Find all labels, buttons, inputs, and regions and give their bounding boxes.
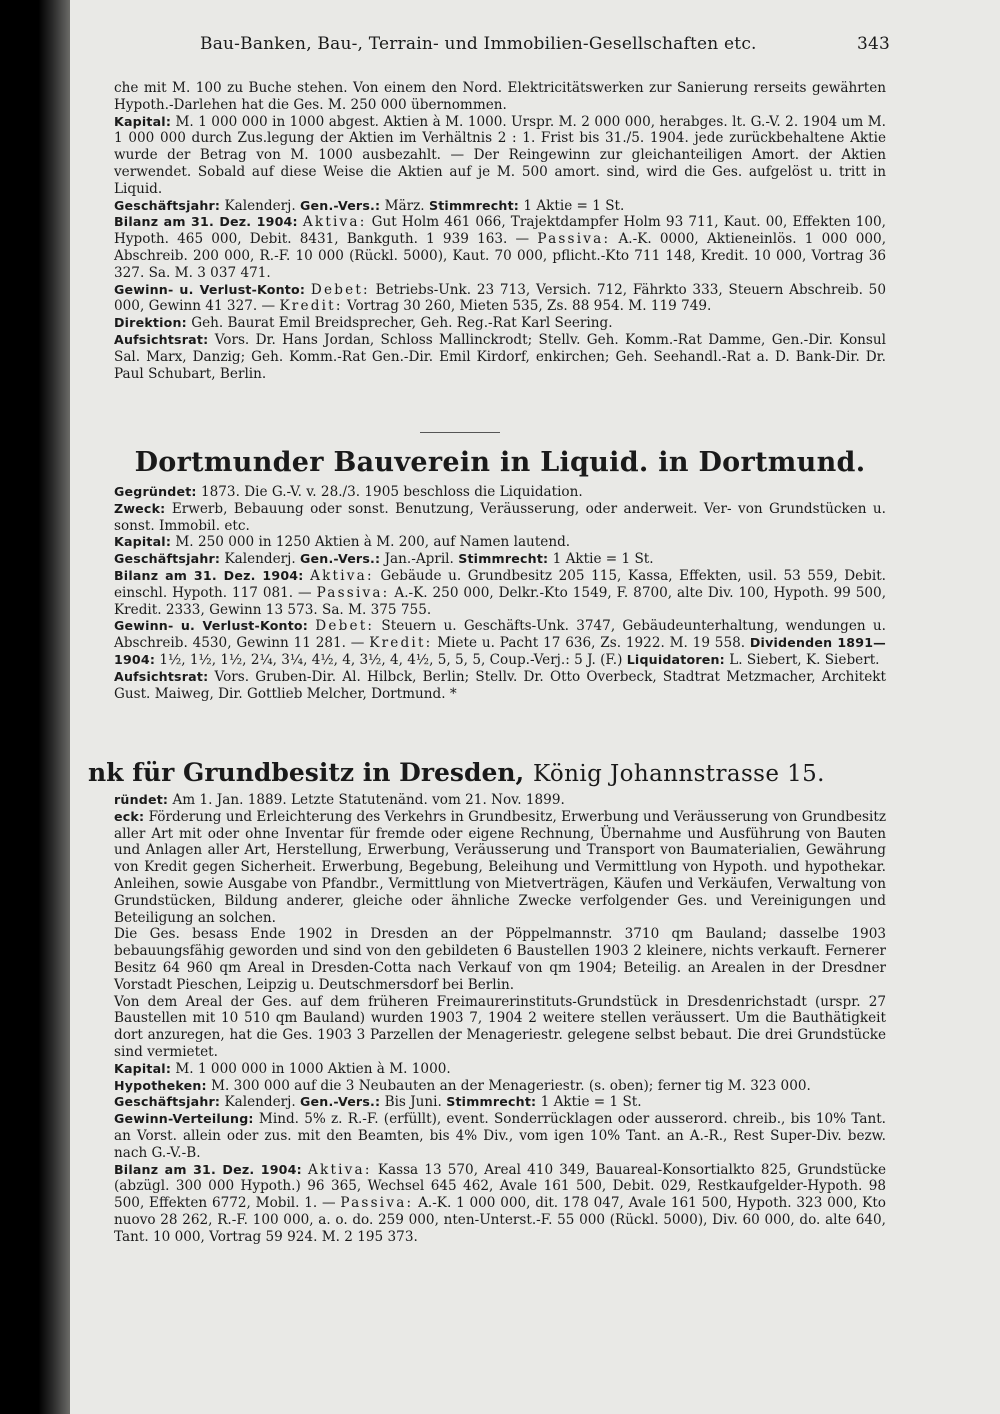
besitz-paragraph: Die Ges. besass Ende 1902 in Dresden an der Pöppelmannstr. 3710 qm Bauland; dasselbe 1903 bebauungsfähig geworden und sind von den gebildeten 6 Baustellen 1903 2 kleinere, nichts verkauft. Fernerer Besitz 64 960 qm Areal in Dresden-Cotta nach Verkauf von qm 1904; Beteilig. an Arealen in der Dresdner Vorstadt Pieschen, Leipzig u. Deutschmersdorf bei Berlin. <box>114 926 886 993</box>
bilanz-passiva-text: A.-K. 0000, Aktieneinlös. 1 000 000, Abschreib. 200 000, R.-F. 10 000 (Rückl. 5000), Kaut. 70 000, pflicht.-Kto 711 148, Kredit. 10 000, Vortrag 36 327. Sa. M. 3 037 471. <box>114 231 887 281</box>
meeting-line <box>114 1094 886 1111</box>
bilanz-label: Bilanz am 31. Dez. 1904: <box>114 567 304 583</box>
footnote-star: * <box>449 685 457 702</box>
gegruendet-label: Gegründet: <box>114 484 197 499</box>
gegruendet-paragraph <box>114 484 886 501</box>
guv-paragraph <box>114 282 886 316</box>
guv-kredit-text: Vortrag 30 260, Mieten 535, Zs. 88 954. M. 119 749. <box>346 298 712 315</box>
gewinn-verteilung-text: Mind. 5% z. R.-F. (erfüllt), event. Sonderrücklagen oder ausserord. chreib., bis 10% Tant. an Vorst. allein oder zus. mit den Beamten, bis 4% Div., vom igen 10% Tant. an A.-R., Rest Super-Div. bezw. nach G.-V.-B. <box>114 1111 886 1161</box>
guv-debet-text: Betriebs-Unk. 23 713, Versich. 712, Fährkto 333, Steuern Abschreib. 50 000, Gewinn 41 327. — <box>114 281 886 315</box>
direktion-paragraph <box>114 315 886 332</box>
aufsichtsrat-text: Vors. Dr. Hans Jordan, Schloss Mallinckrodt; Stellv. Geh. Komm.-Rat Damme, Gen.-Dir. Konsul Sal. Marx, Danzig; Geh. Komm.-Rat Gen.-Dir. Emil Kirdorf, enkirchen; Geh. Seehandl.-Rat a. D. Bank-Dir. Dr. Paul Schubart, Berlin. <box>114 331 886 382</box>
bilanz-label: Bilanz am 31. Dez. 1904: <box>114 1161 302 1177</box>
geschaeftsjahr-text: Kalenderj. <box>224 551 296 568</box>
gen-vers-label: Gen.-Vers.: <box>300 1094 381 1110</box>
guv-kredit-text: Miete u. Pacht 17 636, Zs. 1922. M. 19 558. <box>437 635 746 652</box>
separator-rule <box>420 432 500 433</box>
liquidatoren-text: L. Siebert, K. Siebert. <box>729 651 880 668</box>
zweck-label: eck: <box>114 808 145 824</box>
kapital-text: M. 1 000 000 in 1000 abgest. Aktien à M. 1000. Urspr. M. 2 000 000, herabges. lt. G.-V. 2. 1904 um M. 1 000 000 durch Zus.legung der Aktien im Verhältnis 2 : 1. Frist bis 31./5. 1904. jede zurückbehaltene Aktie wurde der Betrag von M. 1000 ausbezahlt. — Der Reingewinn zur gleichanteiligen Amort. der Aktien verwendet. Sobald auf diese Weise die Aktien auf je M. 500 amort. sind, wird die Ges. aufgelöst u. tritt in Liquid. <box>114 113 886 197</box>
page-number: 343 <box>856 34 890 54</box>
guv-debet-text: Steuern u. Geschäfts-Unk. 3747, Gebäudeunterhaltung, wendungen u. Abschreib. 4530, Gewinn 11 281. — <box>114 618 886 652</box>
section-3-title: nk für Grundbesitz in Dresden, <box>88 758 525 787</box>
meeting-line <box>114 198 886 215</box>
geschaeftsjahr-label: Geschäftsjahr: <box>114 1094 221 1110</box>
book-gutter <box>0 0 70 1414</box>
kapital-label: Kapital: <box>114 1060 172 1076</box>
gegruendet-paragraph <box>114 792 886 809</box>
gewinn-verteilung-paragraph <box>114 1111 886 1161</box>
kapital-paragraph <box>114 114 886 198</box>
direktion-text: Geh. Baurat Emil Breidsprecher, Geh. Reg.-Rat Karl Seering. <box>191 315 613 332</box>
kapital-label: Kapital: <box>114 534 172 550</box>
bilanz-paragraph <box>114 214 886 281</box>
kapital-paragraph <box>114 534 886 551</box>
kredit-label: Kredit: <box>369 635 433 652</box>
kredit-label: Kredit: <box>279 298 343 315</box>
passiva-label: Passiva: <box>537 231 611 248</box>
section-3-heading <box>88 758 860 787</box>
stimmrecht-text: 1 Aktie = 1 St. <box>523 197 625 214</box>
stimmrecht-text: 1 Aktie = 1 St. <box>540 1094 642 1111</box>
guv-paragraph <box>114 618 886 668</box>
zweck-text: Erwerb, Bebauung oder sonst. Benutzung, Veräusserung, oder anderweit. Ver- von Grundstücken u. sonst. Immobil. etc. <box>114 500 886 534</box>
aufsichtsrat-paragraph <box>114 332 886 382</box>
entry-section-3 <box>114 792 886 1246</box>
entry-section-2 <box>114 484 886 702</box>
gen-vers-text: Bis Juni. <box>384 1094 442 1111</box>
debet-label: Debet: <box>315 618 375 635</box>
kapital-paragraph <box>114 1061 886 1078</box>
geschaeftsjahr-label: Geschäftsjahr: <box>114 551 221 567</box>
zweck-text: Förderung und Erleichterung des Verkehrs in Grundbesitz, Erwerbung und Veräusserung von Grundbesitz aller Art mit oder ohne Inventar für fremde oder eigene Rechnung, Übernahme und Ausführung von Bauten und Anlagen aller Art, Herstellung, Erwerbung, Veräusserung und Transport von Baumaterialien, Gewährung von Kredit gegen Sicherheit. Erwerbung, Begebung, Beleihung und Vermittlung von Hypoth. und hypothekar. Anleihen, sowie Ausgabe von Pfandbr., Vermittlung von Mietverträgen, Käufen und Verkäufen, Verwaltung von Grundstücken, Bildung anderer, gleiche oder ähnliche Zwecke verfolgender Ges. und Vereinigungen und Beteiligung an solchen. <box>114 808 886 926</box>
geschaeftsjahr-label: Geschäftsjahr: <box>114 197 221 213</box>
dividenden-text: 1½, 1½, 1½, 2¼, 3¼, 4½, 4, 3½, 4, 4½, 5, 5, 5, Coup.-Verj.: 5 J. (F.) <box>159 651 623 668</box>
geschaeftsjahr-text: Kalenderj. <box>224 197 296 214</box>
stimmrecht-label: Stimmrecht: <box>446 1094 537 1110</box>
stimmrecht-label: Stimmrecht: <box>458 551 549 567</box>
section-2-heading: Dortmunder Bauverein in Liquid. in Dortmund. <box>134 447 866 478</box>
gen-vers-label: Gen.-Vers.: <box>300 197 381 213</box>
bilanz-aktiva-text: Gebäude u. Grundbesitz 205 115, Kassa, Effekten, usil. 53 559, Debit. einschl. Hypoth. 117 081. — <box>114 567 886 601</box>
liquidatoren-label: Liquidatoren: <box>626 651 725 667</box>
bilanz-paragraph <box>114 1162 886 1246</box>
gegruendet-text: 1873. Die G.-V. v. 28./3. 1905 beschloss die Liquidation. <box>200 484 583 500</box>
zweck-paragraph <box>114 501 886 535</box>
intro-paragraph: che mit M. 100 zu Buche stehen. Von einem den Nord. Elektricitätswerken zur Sanierung rerseits gewährten Hypoth.-Darlehen hat die Ges. M. 250 000 übernommen. <box>114 80 886 113</box>
hypotheken-label: Hypotheken: <box>114 1077 207 1093</box>
bilanz-passiva-text: A.-K. 1 000 000, dit. 178 047, Avale 161 500, Hypoth. 323 000, Kto nuovo 28 262, R.-F. 100 000, a. o. do. 259 000, nten-Unterst.-F. 55 000 (Rückl. 5000), Div. 60 000, do. alte 640, Tant. 10 000, Vortrag 59 924. M. 2 195 373. <box>114 1195 886 1245</box>
kapital-text: M. 1 000 000 in 1000 Aktien à M. 1000. <box>175 1060 451 1077</box>
entry-section-1 <box>114 80 886 382</box>
hypotheken-text: M. 300 000 auf die 3 Neubauten an der Menageriestr. (s. oben); ferner tig M. 323 000. <box>211 1077 811 1094</box>
gen-vers-text: März. <box>384 197 425 214</box>
section-3-address: König Johannstrasse 15. <box>532 761 825 787</box>
passiva-label: Passiva: <box>340 1195 414 1212</box>
gewinn-verteilung-label: Gewinn-Verteilung: <box>114 1111 254 1127</box>
stimmrecht-label: Stimmrecht: <box>428 197 520 213</box>
bilanz-passiva-text: A.-K. 250 000, Delkr.-Kto 1549, F. 8700, alte Div. 100, Hypoth. 99 500, Kredit. 2333, Gewinn 13 573. Sa. M. 375 755. <box>114 584 887 618</box>
gegruendet-text: Am 1. Jan. 1889. Letzte Statutenänd. vom 21. Nov. 1899. <box>172 792 565 808</box>
aufsichtsrat-label: Aufsichtsrat: <box>114 331 209 347</box>
direktion-label: Direktion: <box>114 315 187 331</box>
passiva-label: Passiva: <box>316 584 390 601</box>
gegruendet-label: ründet: <box>114 792 169 807</box>
bilanz-paragraph <box>114 568 886 618</box>
bilanz-label: Bilanz am 31. Dez. 1904: <box>114 214 298 230</box>
guv-label: Gewinn- u. Verlust-Konto: <box>114 281 306 297</box>
meeting-line <box>114 551 886 568</box>
kapital-label: Kapital: <box>114 113 172 129</box>
kapital-text: M. 250 000 in 1250 Aktien à M. 200, auf Namen lautend. <box>175 534 571 551</box>
bilanz-aktiva-text: Kassa 13 570, Areal 410 349, Bauareal-Konsortialkto 825, Grundstücke (abzügl. 300 000 Hypoth.) 96 365, Wechsel 645 462, Avale 161 500, Debit. 029, Restkaufgelder-Hypoth. 98 500, Effekten 6772, Mobil. 1. — <box>114 1161 887 1212</box>
running-header <box>200 34 890 62</box>
zweck-paragraph <box>114 809 886 927</box>
stimmrecht-text: 1 Aktie = 1 St. <box>552 551 654 568</box>
aktiva-label: Aktiva: <box>308 1161 372 1178</box>
aktiva-label: Aktiva: <box>310 567 374 584</box>
running-title: Bau-Banken, Bau-, Terrain- und Immobilien-Gesellschaften etc. <box>200 34 757 54</box>
guv-label: Gewinn- u. Verlust-Konto: <box>114 618 309 634</box>
zweck-label: Zweck: <box>114 500 166 516</box>
gen-vers-label: Gen.-Vers.: <box>300 551 381 567</box>
bilanz-aktiva-text: Gut Holm 461 066, Trajektdampfer Holm 93 711, Kaut. 00, Effekten 100, Hypoth. 465 000, Debit. 8431, Bankguth. 1 939 163. — <box>114 214 886 248</box>
geschaeftsjahr-text: Kalenderj. <box>224 1094 296 1111</box>
areal-paragraph: Von dem Areal der Ges. auf dem früheren Freimaurerinstituts-Grundstück in Dresdenrichstadt (urspr. 27 Baustellen mit 10 510 qm Bauland) wurden 1903 7, 1904 2 weitere stellen veräussert. Um die Bauthätigkeit dort anzuregen, hat die Ges. 1903 3 Parzellen der Menageriestr. gelegene selbst bebaut. Die drei Grundstücke sind vermietet. <box>114 993 886 1060</box>
aktiva-label: Aktiva: <box>302 214 367 231</box>
aufsichtsrat-text: Vors. Gruben-Dir. Al. Hilbck, Berlin; Stellv. Dr. Otto Overbeck, Stadtrat Metzmacher, Architekt Gust. Maiweg, Dir. Gottlieb Melcher, Dortmund. <box>114 668 886 702</box>
aufsichtsrat-paragraph <box>114 669 886 703</box>
hypotheken-paragraph <box>114 1078 886 1095</box>
debet-label: Debet: <box>310 281 370 298</box>
gen-vers-text: Jan.-April. <box>384 551 454 568</box>
dividenden-label: Dividenden 1891—1904: <box>114 635 886 667</box>
aufsichtsrat-label: Aufsichtsrat: <box>114 668 209 684</box>
